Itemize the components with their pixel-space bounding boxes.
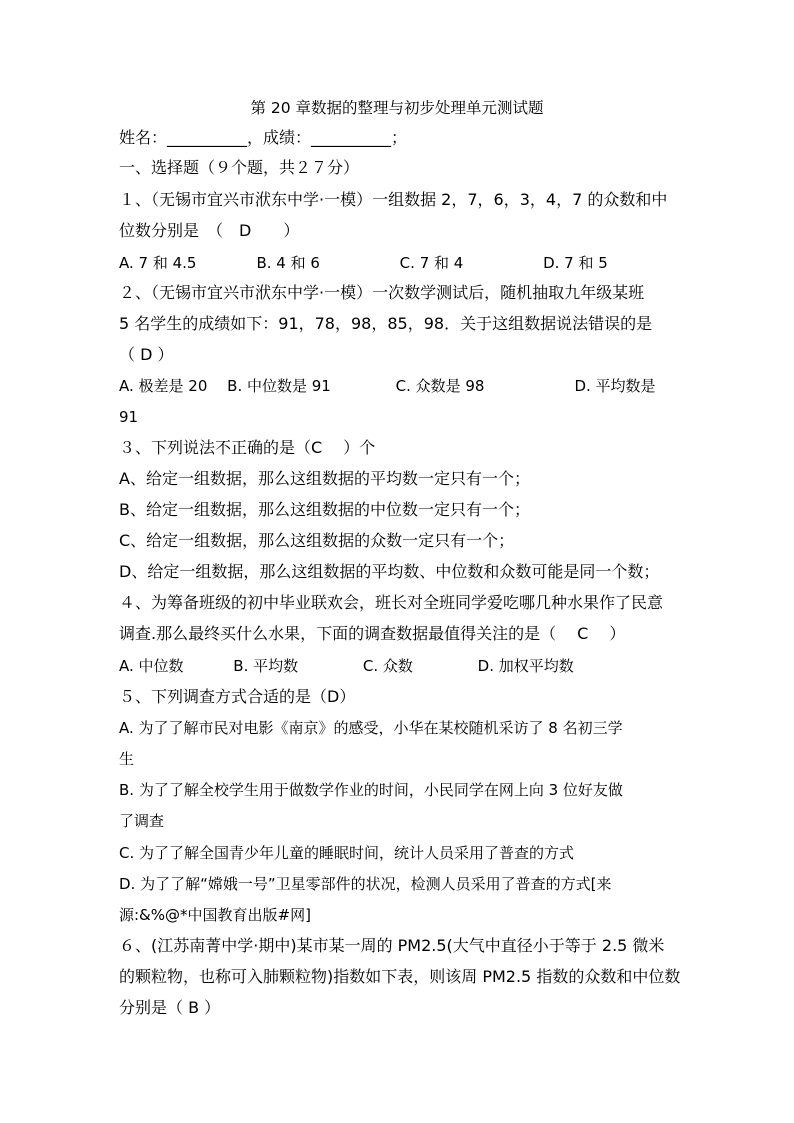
q2-line2: 5 名学生的成绩如下：91，78，98，85，98．关于这组数据说法错误的是 bbox=[119, 314, 653, 333]
info-line: 姓名：__________，成绩：__________； bbox=[119, 128, 408, 147]
q5-option-c: C. 为了了解全国青少年儿童的睡眠时间，统计人员采用了普查的方式 bbox=[119, 844, 575, 862]
q3-option-c: C、给定一组数据，那么这组数据的众数一定只有一个； bbox=[119, 531, 515, 550]
q6-line3: 分别是（ B ） bbox=[119, 998, 221, 1017]
q4-line1: ４、为筹备班级的初中毕业联欢会，班长对全班同学爱吃哪几种水果作了民意 bbox=[119, 593, 664, 612]
q1-line2: 位数分别是 （ D ） bbox=[119, 221, 300, 240]
q5-option-a1: A. 为了了解市民对电影《南京》的感受，小华在某校随机采访了 8 名初三学 bbox=[119, 719, 623, 737]
q1-line1: １、（无锡市宜兴市洑东中学·一模）一组数据 2，7，6，3，4，7 的众数和中 bbox=[119, 190, 668, 209]
q1-options: A. 7 和 4.5 B. 4 和 6 C. 7 和 4 D. 7 和 5 bbox=[119, 254, 608, 272]
q5-line1: ５、下列调查方式合适的是（D） bbox=[119, 687, 356, 706]
q5-option-a2: 生 bbox=[119, 750, 135, 768]
q5-option-b2: 了调查 bbox=[119, 812, 165, 830]
q6-line1: ６、(江苏南菁中学·期中)某市某一周的 PM2.5(大气中直径小于等于 2.5 微米 bbox=[119, 936, 665, 955]
q5-option-d2: 源:&%@*中国教育出版#网] bbox=[119, 906, 311, 924]
q3-option-b: B、给定一组数据，那么这组数据的中位数一定只有一个； bbox=[119, 500, 530, 519]
q2-options-cont: 91 bbox=[119, 408, 139, 426]
q5-option-b1: B. 为了了解全校学生用于做数学作业的时间，小民同学在网上向 3 位好友做 bbox=[119, 781, 623, 799]
q6-line2: 的颗粒物，也称可入肺颗粒物)指数如下表，则该周 PM2.5 指数的众数和中位数 bbox=[119, 967, 681, 986]
section-heading: 一、选择题（９个题，共２７分） bbox=[119, 158, 360, 177]
q4-line2: 调查.那么最终买什么水果，下面的调查数据最值得关注的是（ C ） bbox=[119, 624, 626, 643]
page-title: 第 20 章数据的整理与初步处理单元测试题 bbox=[250, 99, 544, 117]
q5-option-d1: D. 为了了解“嫦娥一号”卫星零部件的状况，检测人员采用了普查的方式[来 bbox=[119, 875, 612, 893]
q4-options: A. 中位数 B. 平均数 C. 众数 D. 加权平均数 bbox=[119, 657, 574, 675]
q3-option-a: A、给定一组数据，那么这组数据的平均数一定只有一个； bbox=[119, 469, 530, 488]
q3-option-d: D、给定一组数据，那么这组数据的平均数、中位数和众数可能是同一个数； bbox=[119, 562, 660, 581]
q2-options: A. 极差是 20 B. 中位数是 91 C. 众数是 98 D. 平均数是 bbox=[119, 377, 656, 395]
q3-line1: ３、下列说法不正确的是（C ）个 bbox=[119, 438, 376, 457]
q2-line3: （ D ） bbox=[119, 345, 174, 364]
q2-line1: ２、（无锡市宜兴市洑东中学·一模）一次数学测试后，随机抽取九年级某班 bbox=[119, 283, 645, 302]
